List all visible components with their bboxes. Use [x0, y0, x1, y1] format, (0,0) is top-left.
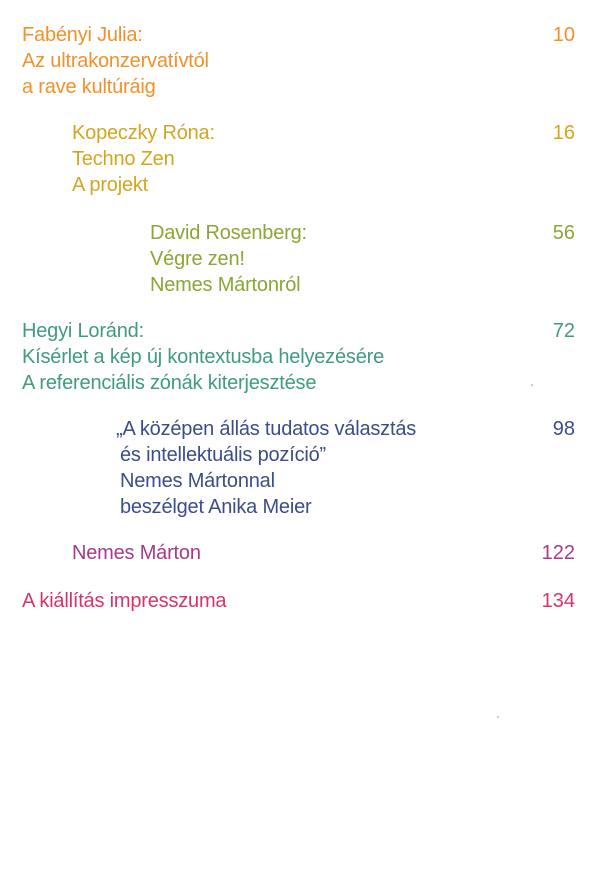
toc-page-number: 10	[552, 24, 575, 46]
toc-line: Nemes Mártonról	[150, 274, 301, 296]
toc-entry-nemes	[72, 540, 575, 566]
toc-line: Nemes Márton	[72, 542, 201, 564]
toc-line: a rave kultúráig	[22, 76, 156, 98]
toc-entry-title	[116, 416, 575, 520]
toc-entry-title	[22, 588, 575, 614]
toc-entry-fabenyi	[22, 22, 575, 100]
toc-line: A projekt	[72, 174, 149, 196]
toc-entry-impresszum	[22, 588, 575, 614]
toc-page-number: 134	[541, 590, 575, 612]
toc-line: és intellektuális pozíció”	[120, 444, 327, 466]
paper-speck	[531, 384, 533, 386]
toc-entry-title	[72, 540, 575, 566]
paper-speck	[497, 716, 499, 718]
toc-line: Kopeczky Róna:	[72, 122, 215, 144]
toc-line: „A középen állás tudatos választás	[116, 418, 417, 440]
toc-entry-title	[150, 220, 575, 298]
toc-page-number: 122	[541, 542, 575, 564]
toc-page-number: 16	[552, 122, 575, 144]
toc-entry-interview	[116, 416, 575, 520]
toc-entry-rosenberg	[150, 220, 575, 298]
toc-line: A referenciális zónák kiterjesztése	[22, 372, 317, 394]
toc-line: Az ultrakonzervatívtól	[22, 50, 209, 72]
toc-page-number: 72	[552, 320, 575, 342]
toc-line: beszélget Anika Meier	[120, 496, 312, 518]
toc-page-number: 98	[552, 418, 575, 440]
toc-entry-title	[22, 22, 575, 100]
toc-line: David Rosenberg:	[150, 222, 307, 244]
toc-line: Hegyi Loránd:	[22, 320, 144, 342]
toc-line: A kiállítás impresszuma	[22, 590, 227, 612]
toc-line: Fabényi Julia:	[22, 24, 143, 46]
toc-line: Végre zen!	[150, 248, 245, 270]
toc-entry-title	[22, 318, 575, 396]
toc-entry-hegyi	[22, 318, 575, 396]
toc-entry-kopeczky	[72, 120, 575, 198]
toc-entry-title	[72, 120, 575, 198]
toc-line: Techno Zen	[72, 148, 175, 170]
toc-page-number: 56	[552, 222, 575, 244]
toc-line: Nemes Mártonnal	[120, 470, 275, 492]
toc-line: Kísérlet a kép új kontextusba helyezésére	[22, 346, 385, 368]
